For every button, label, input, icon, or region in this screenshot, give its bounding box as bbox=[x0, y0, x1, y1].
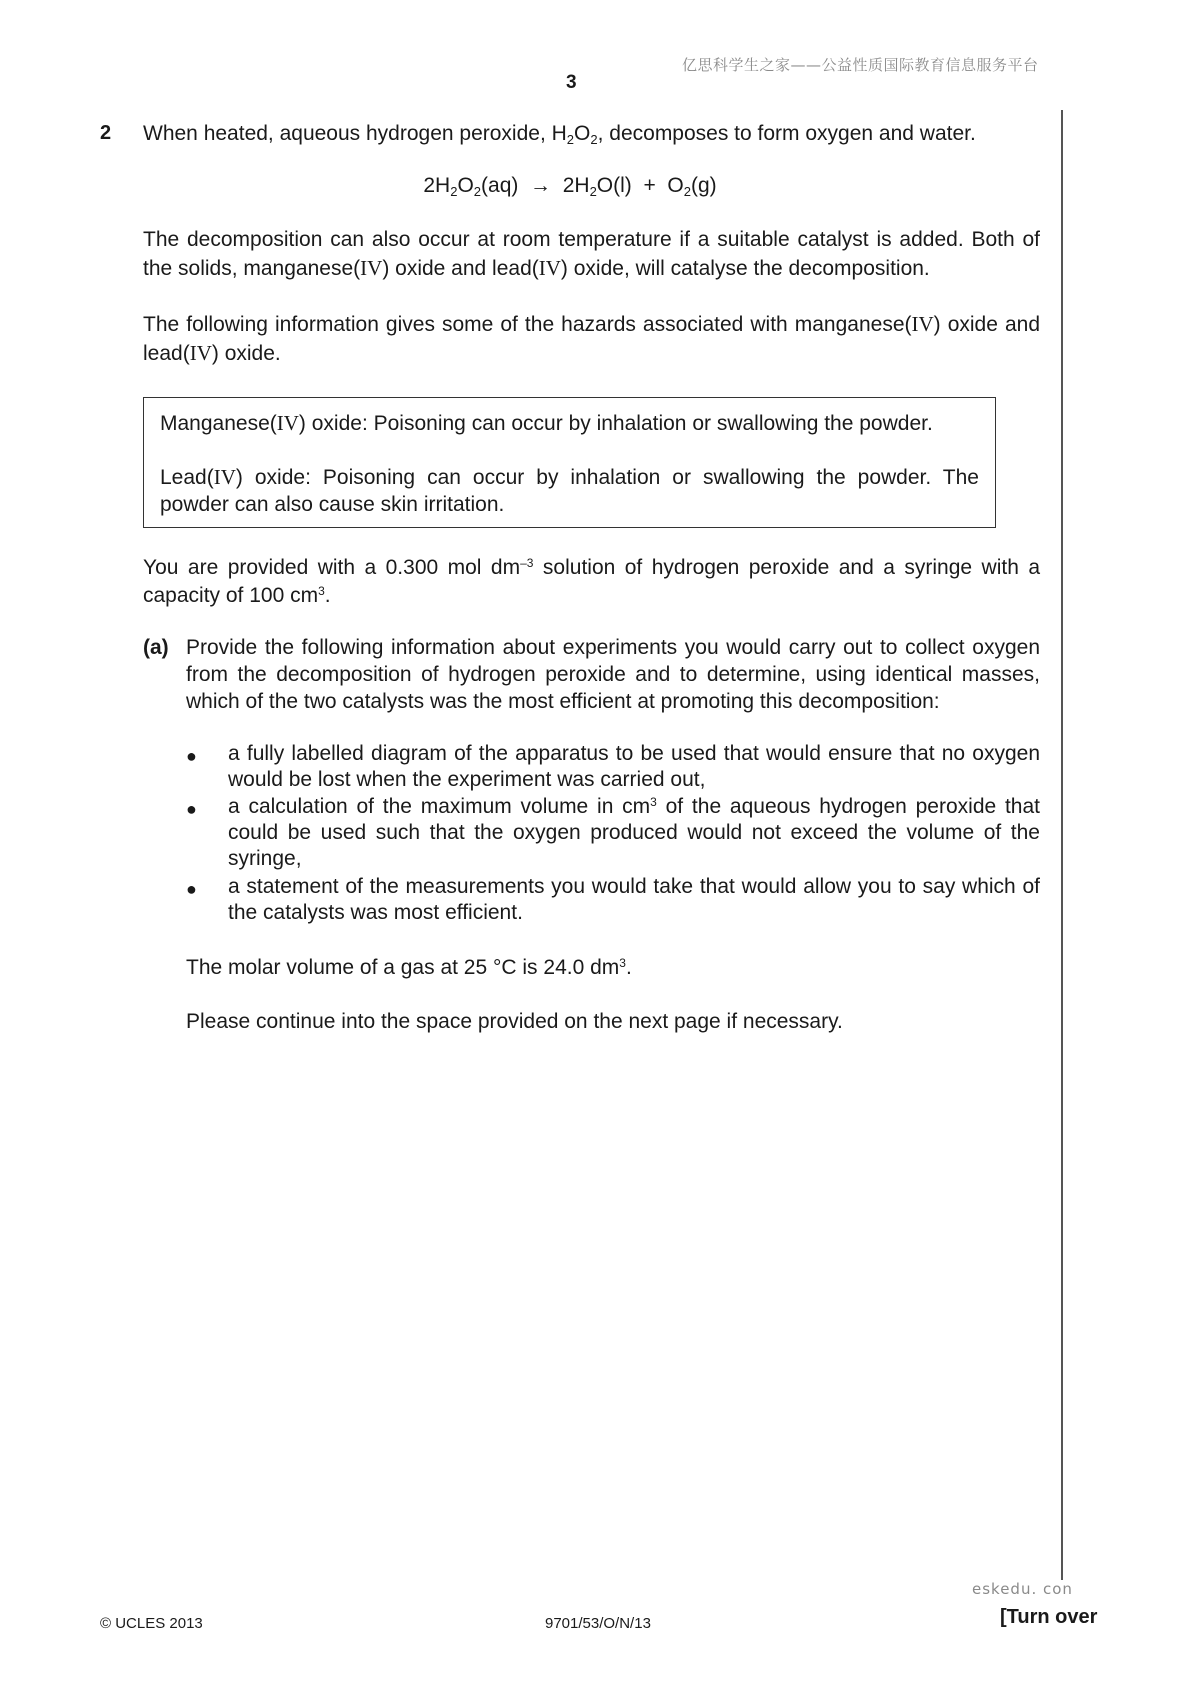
decomposition-equation: $2H_2O_2(aq) \to 2H_2O(l) + O_2(g)$ bbox=[423, 174, 717, 199]
hazards-paragraph: The following information gives some of the hazards associated with manganese(IV) oxide and lead(IV) oxide. bbox=[143, 312, 1040, 365]
manganese-hazard: Manganese(IV) oxide: Poisoning can occur by inhalation or swallowing the powder. bbox=[160, 411, 933, 435]
bullet-2-text: a calculation of the maximum volume in $cm^3$ of the aqueous hydrogen peroxide that could be used such that the oxygen produced would not exceed the volume of the syringe, bbox=[228, 795, 1040, 870]
turn-over: [Turn over bbox=[1000, 1606, 1098, 1628]
header-watermark: 亿思科学生之家——公益性质国际教育信息服务平台 bbox=[682, 56, 1039, 74]
bullet-3-marker: ● bbox=[186, 879, 197, 899]
bullet-3-text: a statement of the measurements you would take that would allow you to say which of the catalysts was most efficient. bbox=[228, 875, 1040, 924]
part-a-text: Provide the following information about experiments you would carry out to collect oxygen from the decomposition of hydrogen peroxide and to determine, using identical masses, which of the two catalysts was the most efficient at promoting this decomposition: bbox=[186, 636, 1040, 713]
catalyst-paragraph: The decomposition can also occur at room temperature if a suitable catalyst is added. Both of the solids, manganese(IV) oxide and lead(IV) oxide, will catalyse the decomposition. bbox=[143, 228, 1040, 280]
paper-code: 9701/53/O/N/13 bbox=[545, 1615, 651, 1632]
page-number: 3 bbox=[566, 72, 577, 93]
part-a-label: (a) bbox=[143, 636, 169, 659]
lead-hazard: Lead(IV) oxide: Poisoning can occur by inhalation or swallowing the powder. The powder can also cause skin irritation. bbox=[160, 465, 979, 516]
copyright: © UCLES 2013 bbox=[100, 1615, 203, 1632]
question-number: 2 bbox=[100, 122, 112, 144]
margin-rule bbox=[1061, 110, 1063, 1580]
hazard-box bbox=[143, 397, 996, 528]
bullet-1-text: a fully labelled diagram of the apparatus to be used that would ensure that no oxygen would be lost when the experiment was carried out, bbox=[228, 742, 1040, 791]
bullet-2-marker: ● bbox=[186, 799, 197, 819]
molar-volume-note: The molar volume of a gas at 25 °C is 24.0 $dm^3$. bbox=[186, 956, 632, 979]
site-watermark: eskedu. con bbox=[972, 1580, 1073, 1598]
continue-note: Please continue into the space provided on the next page if necessary. bbox=[186, 1010, 843, 1033]
provided-paragraph: You are provided with a 0.300 mol $dm^{-3}$ solution of hydrogen peroxide and a syringe with a capacity of 100 $cm^3$. bbox=[143, 556, 1040, 607]
question-intro: When heated, aqueous hydrogen peroxide, $H_2O_2$, decomposes to form oxygen and water. bbox=[143, 122, 976, 147]
bullet-1-marker: ● bbox=[186, 746, 197, 766]
